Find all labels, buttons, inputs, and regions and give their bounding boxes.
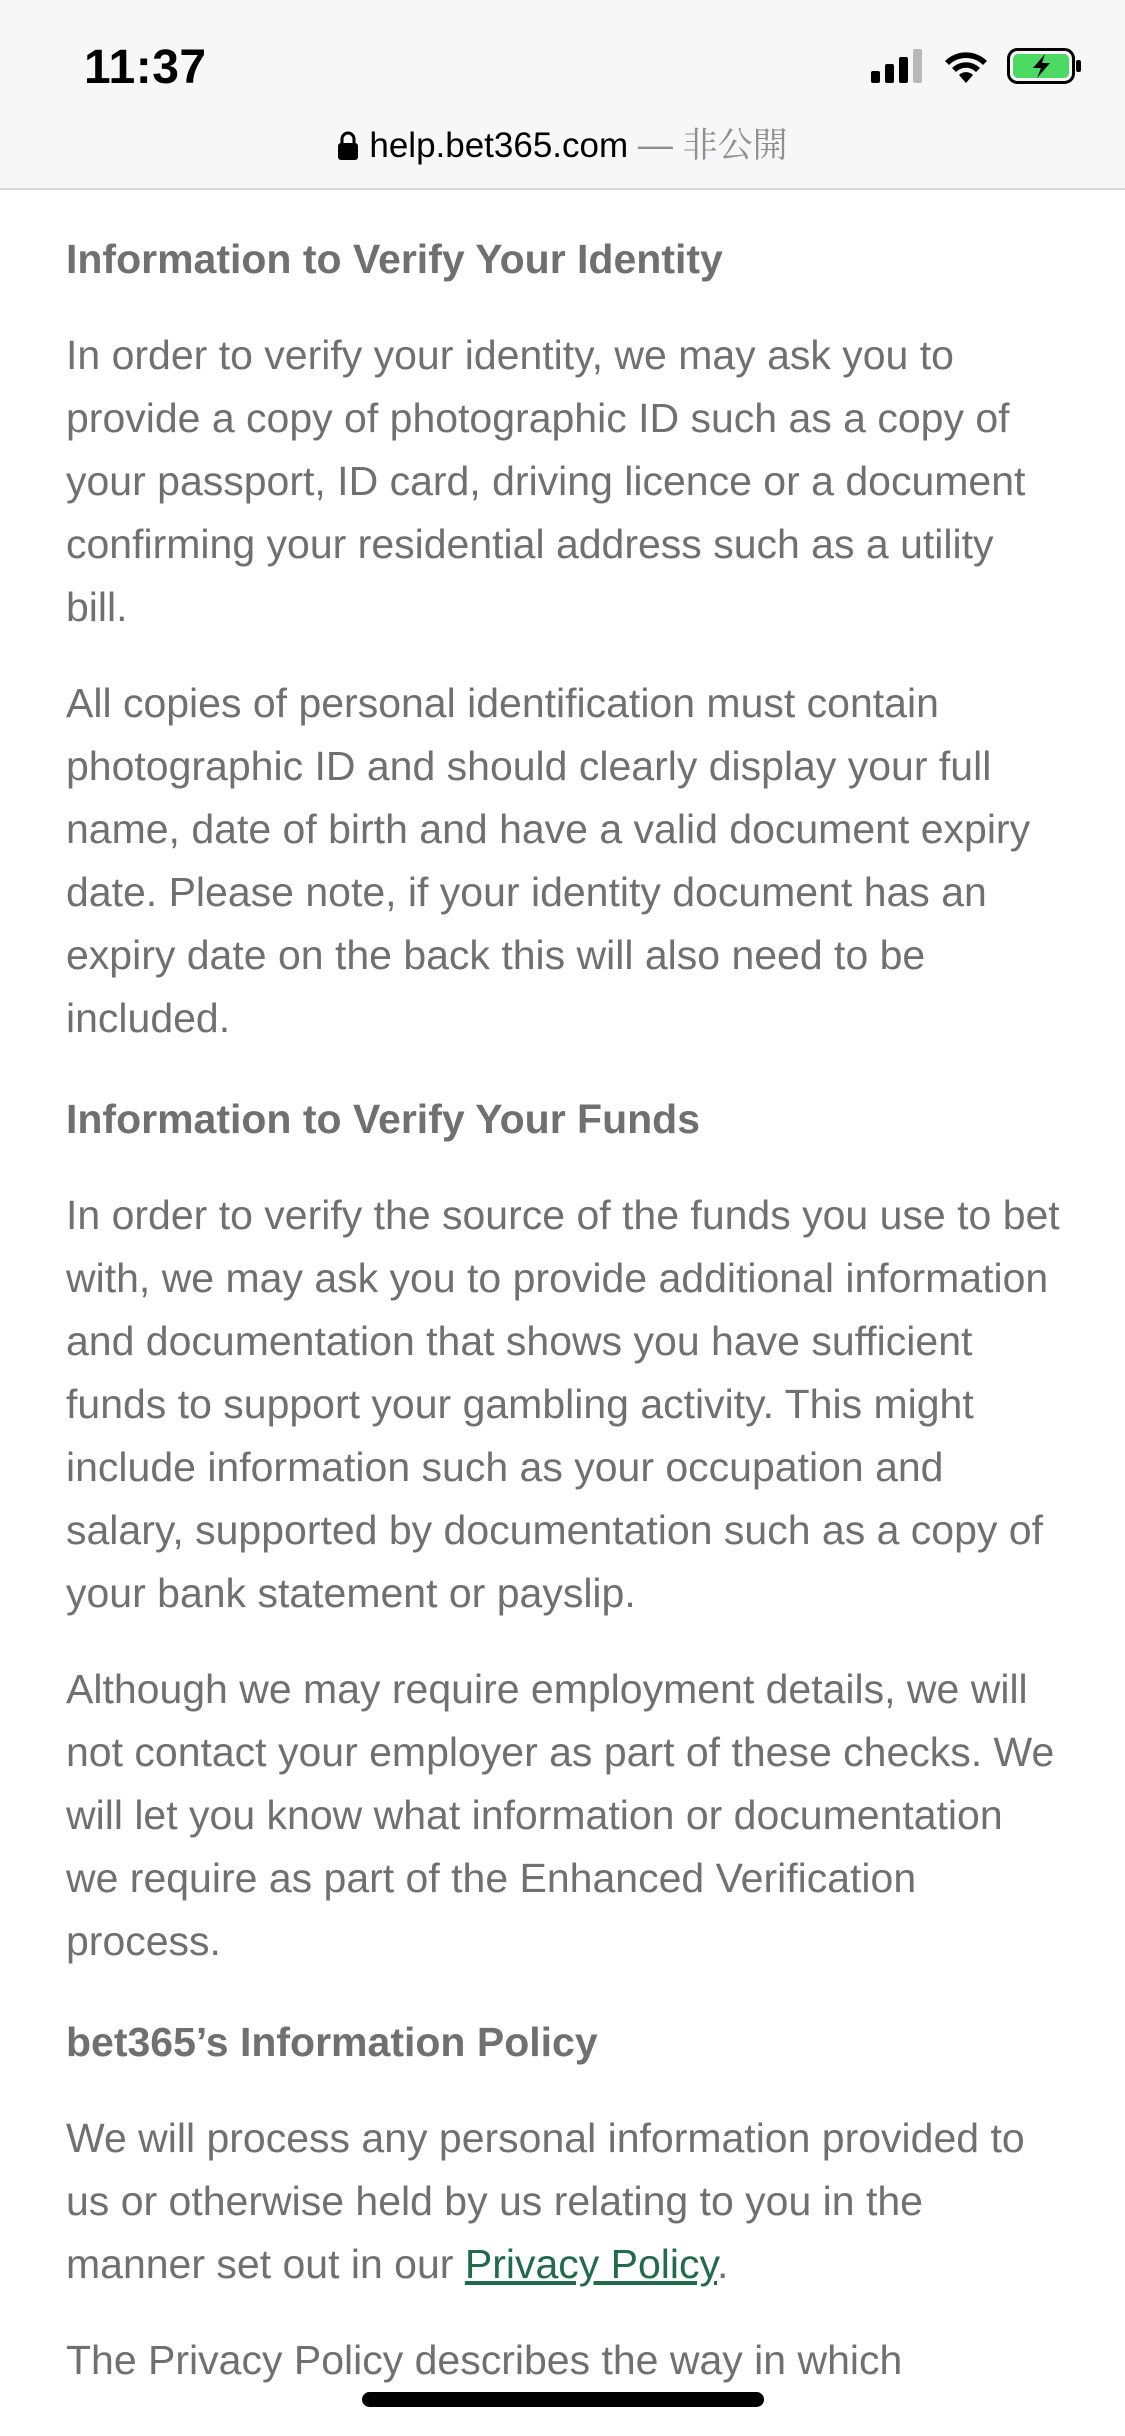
status-icons — [871, 48, 1083, 89]
paragraph-identity-2: All copies of personal identification must contain photographic ID and should clearly display your full name, date of birth and have a valid document expiry date. Please note, if your identity document has an expiry date on the back this will also need to be included. — [66, 680, 1031, 1041]
status-bar — [0, 0, 1125, 190]
home-indicator[interactable] — [362, 2392, 764, 2407]
signal-icon — [871, 49, 925, 88]
url-text[interactable]: help.bet365.com — [369, 126, 629, 165]
section-heading-funds: Information to Verify Your Funds — [66, 1096, 701, 1142]
section-heading-policy: bet365’s Information Policy — [66, 2019, 598, 2065]
wifi-icon — [943, 49, 989, 88]
battery-charging-icon — [1007, 48, 1083, 89]
address-bar[interactable] — [0, 118, 1125, 170]
privacy-policy-link[interactable]: Privacy Policy — [464, 2241, 717, 2287]
paragraph-policy — [66, 2107, 1066, 2296]
paragraph-funds-2: Although we may require employment details, we will not contact your employer as part of these checks. We will let you know what information or documentation we require as part of the Enhanced Verification process. — [66, 1666, 1055, 1964]
paragraph-funds-1: In order to verify the source of the funds you use to bet with, we may ask you to provide additional information and documentation that shows you have sufficient funds to support your gambling activity. This might include information such as your occupation and salary, supported by documentation such as a copy of your bank statement or payslip. — [66, 1192, 1060, 1616]
section-heading-identity: Information to Verify Your Identity — [66, 236, 723, 282]
paragraph-privacy-trailing: The Privacy Policy describes the way in which — [66, 2337, 903, 2383]
article-content — [66, 190, 1066, 2392]
privacy-label: — 非公開 — [637, 126, 788, 165]
policy-text-before: We will process any personal information provided to us or otherwise held by us relating to you in the manner set out in our — [66, 2115, 1025, 2287]
status-time: 11:37 — [84, 41, 207, 94]
policy-text-after: . — [716, 2241, 729, 2287]
lock-icon — [337, 130, 359, 170]
paragraph-identity-1: In order to verify your identity, we may ask you to provide a copy of photographic ID such as a copy of your passport, ID card, driving licence or a document confirming your residential address such as a utility bill. — [66, 332, 1026, 630]
